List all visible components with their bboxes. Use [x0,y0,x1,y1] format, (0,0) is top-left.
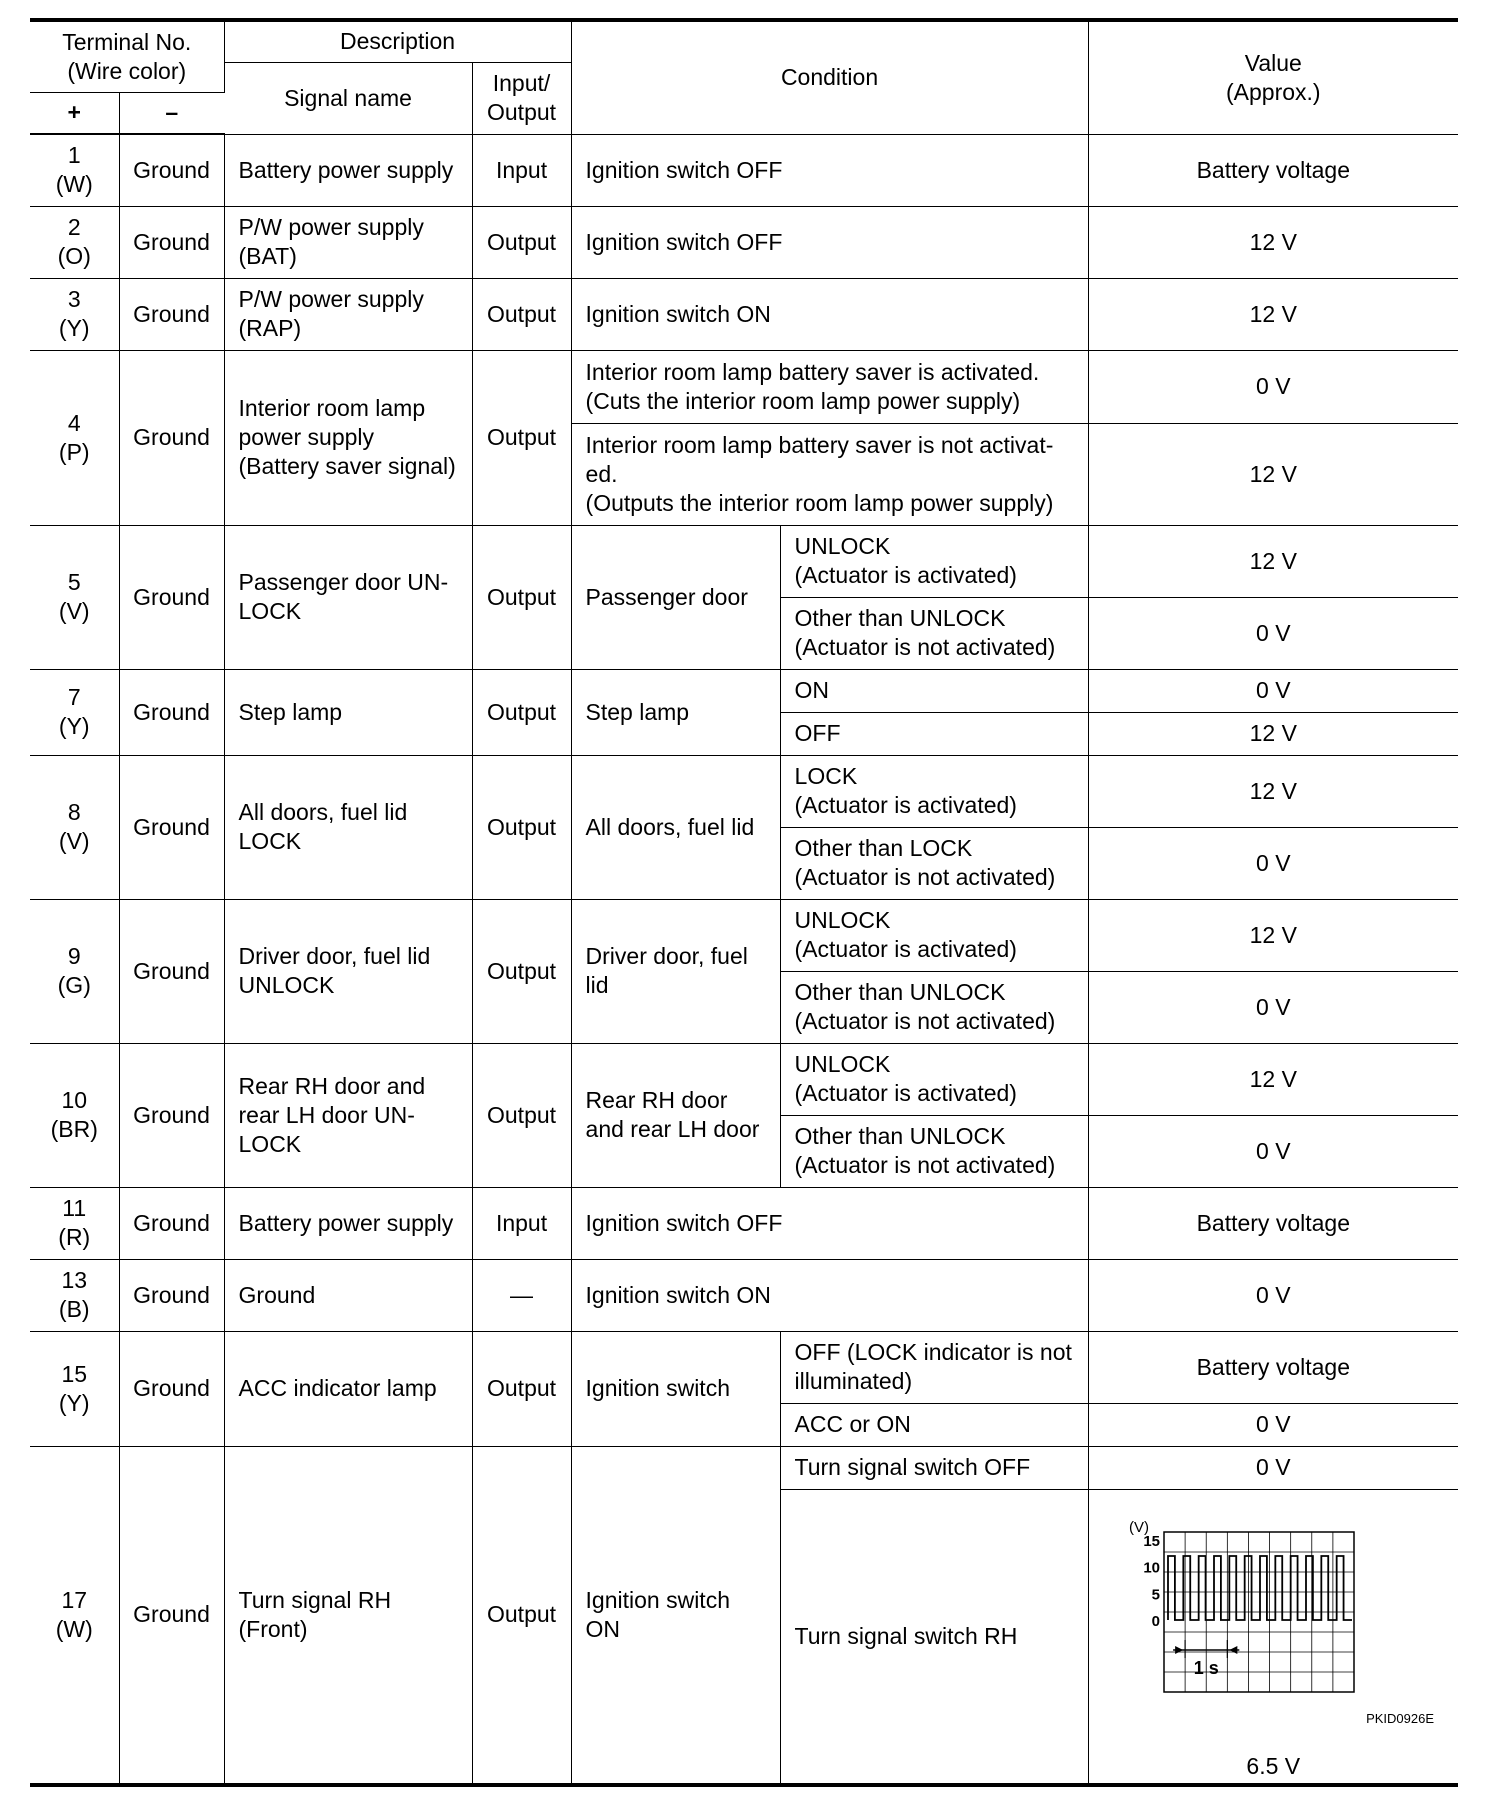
value: 0 V [1088,669,1458,712]
ground-terminal: Ground [119,1259,224,1331]
ground-terminal: Ground [119,350,224,525]
waveform-tick-label: 15 [1142,1532,1160,1550]
sub-condition: LOCK (Actuator is activated) [780,755,1088,827]
value: 6.5 V [1246,1752,1301,1779]
table-row [30,1187,1458,1259]
terminal-number: 9 (G) [30,899,119,1043]
waveform-tick-label: 10 [1142,1559,1160,1577]
table-row [30,525,1458,597]
terminal-number: 10 (BR) [30,1043,119,1187]
terminal-number: 2 (O) [30,206,119,278]
ground-terminal: Ground [119,1446,224,1785]
signal-name: Driver door, fuel lid UNLOCK [224,899,472,1043]
header-condition: Condition [571,20,1088,134]
waveform-tick-label: 5 [1151,1585,1160,1603]
io-type: Output [472,1331,571,1446]
io-type: Output [472,1043,571,1187]
ground-terminal: Ground [119,525,224,669]
io-type: — [472,1259,571,1331]
signal-name: Passenger door UN- LOCK [224,525,472,669]
ground-terminal: Ground [119,1187,224,1259]
signal-name: ACC indicator lamp [224,1331,472,1446]
value: 0 V [1088,350,1458,423]
value: Battery voltage [1088,134,1458,206]
signal-name: Rear RH door and rear LH door UN- LOCK [224,1043,472,1187]
sub-condition: ON [780,669,1088,712]
io-type: Output [472,1446,571,1785]
table-row [30,1259,1458,1331]
condition: Passenger door [571,525,780,669]
ground-terminal: Ground [119,669,224,755]
condition: Ignition switch OFF [571,1187,1088,1259]
condition: Rear RH door and rear LH door [571,1043,780,1187]
signal-name: Interior room lamp power supply (Battery saver signal) [224,350,472,525]
header-signal-name: Signal name [224,62,472,134]
table-row [30,899,1458,971]
signal-name: Step lamp [224,669,472,755]
waveform-signal [1168,1556,1352,1620]
value: 0 V [1088,1115,1458,1187]
header-minus: – [119,92,224,134]
sub-condition: Other than LOCK (Actuator is not activated) [780,827,1088,899]
terminal-number: 7 (Y) [30,669,119,755]
io-type: Output [472,206,571,278]
io-type: Output [472,669,571,755]
sub-condition: Other than UNLOCK (Actuator is not activated) [780,971,1088,1043]
period-arrow-left [1175,1646,1183,1654]
value: Battery voltage [1088,1187,1458,1259]
turn-signal-waveform [1129,1520,1369,1720]
io-type: Output [472,350,571,525]
value: 0 V [1088,1259,1458,1331]
signal-name: All doors, fuel lid LOCK [224,755,472,899]
terminal-number: 1 (W) [30,134,119,206]
table-row [30,350,1458,423]
table-row [30,1446,1458,1489]
value: 12 V [1088,899,1458,971]
value: 12 V [1088,712,1458,755]
ground-terminal: Ground [119,1331,224,1446]
ground-terminal: Ground [119,206,224,278]
table-row [30,755,1458,827]
condition: Ignition switch OFF [571,206,1088,278]
condition: Ignition switch [571,1331,780,1446]
table-row [30,669,1458,712]
terminal-number: 11 (R) [30,1187,119,1259]
condition: Ignition switch ON [571,1259,1088,1331]
table-row [30,134,1458,206]
condition: Ignition switch ON [571,278,1088,350]
sub-condition: Turn signal switch OFF [780,1446,1088,1489]
value: 12 V [1088,525,1458,597]
io-type: Output [472,899,571,1043]
terminal-number: 15 (Y) [30,1331,119,1446]
sub-condition: OFF (LOCK indicator is not illuminated) [780,1331,1088,1403]
header-io: Input/ Output [472,62,571,134]
condition: Driver door, fuel lid [571,899,780,1043]
condition: Interior room lamp battery saver is not activat- ed. (Outputs the interior room lamp power supply) [571,423,1088,525]
terminal-number: 8 (V) [30,755,119,899]
value: 12 V [1088,755,1458,827]
terminal-number: 13 (B) [30,1259,119,1331]
sub-condition: ACC or ON [780,1403,1088,1446]
value: 12 V [1088,1043,1458,1115]
value: 0 V [1088,971,1458,1043]
sub-condition: Turn signal switch RH [780,1489,1088,1785]
period-arrow-right [1229,1646,1237,1654]
value: 0 V [1088,1446,1458,1489]
io-type: Input [472,134,571,206]
ground-terminal: Ground [119,899,224,1043]
signal-name: P/W power supply (RAP) [224,278,472,350]
table-row [30,1331,1458,1403]
period-label: 1 s [1193,1657,1219,1678]
ground-terminal: Ground [119,134,224,206]
waveform-cell [1088,1489,1458,1785]
condition: Step lamp [571,669,780,755]
terminal-number: 3 (Y) [30,278,119,350]
value: 12 V [1088,206,1458,278]
waveform-tick-label: 0 [1151,1612,1160,1630]
value: Battery voltage [1088,1331,1458,1403]
condition: Interior room lamp battery saver is activated. (Cuts the interior room lamp power supply) [571,350,1088,423]
sub-condition: UNLOCK (Actuator is activated) [780,1043,1088,1115]
signal-name: P/W power supply (BAT) [224,206,472,278]
condition: Ignition switch ON [571,1446,780,1785]
sub-condition: UNLOCK (Actuator is activated) [780,899,1088,971]
sub-condition: Other than UNLOCK (Actuator is not activated) [780,1115,1088,1187]
table-row [30,278,1458,350]
io-type: Input [472,1187,571,1259]
signal-name: Battery power supply [224,1187,472,1259]
value: 12 V [1088,423,1458,525]
figure-code: PKID0926E [1366,1710,1435,1726]
ground-terminal: Ground [119,278,224,350]
condition: All doors, fuel lid [571,755,780,899]
sub-condition: OFF [780,712,1088,755]
terminal-number: 5 (V) [30,525,119,669]
io-type: Output [472,755,571,899]
table-row [30,206,1458,278]
value: 0 V [1088,597,1458,669]
waveform-unit-label: (V) [1128,1519,1149,1536]
signal-name: Ground [224,1259,472,1331]
header-value: Value (Approx.) [1088,20,1458,134]
header-plus: + [30,92,119,134]
sub-condition: UNLOCK (Actuator is activated) [780,525,1088,597]
terminal-number: 17 (W) [30,1446,119,1785]
ground-terminal: Ground [119,1043,224,1187]
value: 12 V [1088,278,1458,350]
io-type: Output [472,525,571,669]
signal-name: Battery power supply [224,134,472,206]
value: 0 V [1088,827,1458,899]
terminal-table [30,18,1458,1787]
value: 0 V [1088,1403,1458,1446]
terminal-spec-sheet [30,18,1458,1787]
ground-terminal: Ground [119,755,224,899]
condition: Ignition switch OFF [571,134,1088,206]
header-terminal: Terminal No. (Wire color) [30,20,224,92]
terminal-number: 4 (P) [30,350,119,525]
table-row [30,1043,1458,1115]
header-description: Description [224,20,571,62]
signal-name: Turn signal RH (Front) [224,1446,472,1785]
io-type: Output [472,278,571,350]
sub-condition: Other than UNLOCK (Actuator is not activated) [780,597,1088,669]
